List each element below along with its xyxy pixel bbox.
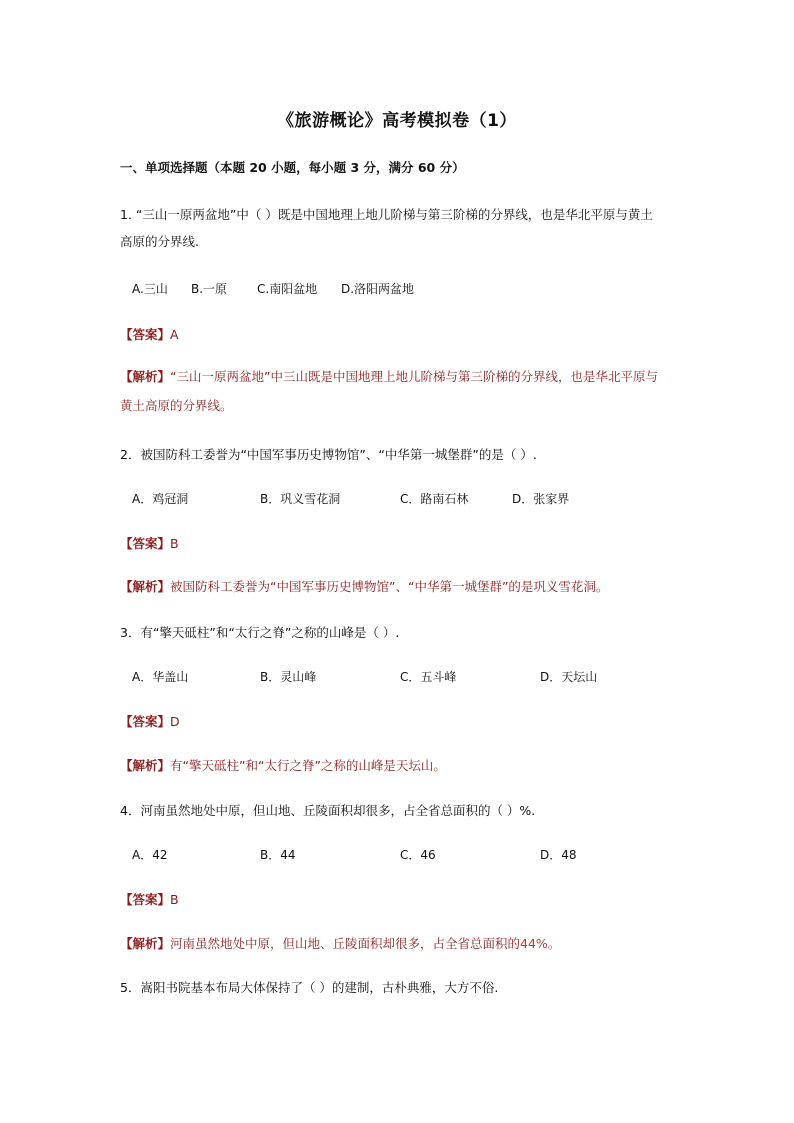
question-3-option-b[interactable]: B．灵山峰: [260, 670, 317, 684]
analysis-end: 。: [547, 936, 561, 951]
question-4-option-c[interactable]: C．46: [400, 848, 436, 862]
question-2-answer: [120, 534, 179, 552]
question-1-option-d[interactable]: D.洛阳两盆地: [341, 282, 415, 296]
question-4-option-b[interactable]: B．44: [260, 848, 296, 862]
analysis-text: 有“擎天砥柱”和“太行之脊”之称的山峰是天坛山。: [170, 758, 446, 773]
answer-label: 【答案】: [120, 327, 171, 342]
analysis-label: 【解析】: [120, 758, 171, 773]
question-3-option-a[interactable]: A．华盖山: [132, 670, 189, 684]
question-4-text: 4．河南虽然地处中原，但山地、丘陵面积却很多，占全省总面积的（ ）%.: [120, 803, 536, 818]
analysis-label: 【解析】: [120, 579, 171, 594]
question-1-text: 1. “三山一原两盆地”中（ ）既是中国地理上地儿阶梯与第三阶梯的分界线，也是华北平原与黄土高原的分界线.: [120, 207, 653, 249]
question-1-option-c[interactable]: C.南阳盆地: [257, 282, 318, 296]
question-1-option-b[interactable]: B.一原: [191, 282, 228, 296]
question-3-answer: [120, 712, 180, 730]
question-2-option-d[interactable]: D．张家界: [512, 492, 570, 506]
question-2-option-b[interactable]: B．巩义雪花洞: [260, 492, 341, 506]
question-3-analysis: [120, 751, 660, 780]
question-4-option-d[interactable]: D．48: [540, 848, 577, 862]
question-1-analysis: [120, 362, 660, 420]
question-2-text: 2．被国防科工委誉为“中国军事历史博物馆”、“中华第一城堡群”的是（ ）.: [120, 447, 537, 462]
answer-value: B: [170, 536, 179, 551]
question-2-option-c[interactable]: C．路南石林: [400, 492, 469, 506]
answer-label: 【答案】: [120, 892, 171, 907]
question-3-option-c[interactable]: C．五斗峰: [400, 670, 457, 684]
question-1-answer: [120, 325, 179, 343]
answer-label: 【答案】: [120, 536, 171, 551]
question-4-analysis: [120, 929, 660, 958]
analysis-text: 河南虽然地处中原，但山地、丘陵面积却很多，占全省总面积的: [170, 936, 521, 951]
answer-value: A: [170, 327, 179, 342]
question-1-option-a[interactable]: A.三山: [132, 282, 168, 296]
question-4-option-a[interactable]: A．42: [132, 848, 168, 862]
analysis-highlight-value: 44%: [520, 936, 548, 951]
page-title: 《旅游概论》高考模拟卷（1）: [277, 111, 517, 131]
question-2-option-a[interactable]: A．鸡冠洞: [132, 492, 189, 506]
question-4-answer: [120, 890, 179, 908]
question-5-text: 5．嵩阳书院基本布局大体保持了（ ）的建制，古朴典雅，大方不俗.: [120, 980, 499, 995]
analysis-text: “三山一原两盆地”中三山既是中国地理上地儿阶梯与第三阶梯的分界线，也是华北平原与黄土高原的分界线。: [120, 369, 658, 413]
analysis-text: 被国防科工委誉为“中国军事历史博物馆”、“中华第一城堡群”的是巩义雪花洞。: [170, 579, 609, 594]
section-heading: 一、单项选择题（本题 20 小题，每小题 3 分，满分 60 分）: [120, 160, 465, 175]
analysis-label: 【解析】: [120, 369, 171, 384]
answer-value: D: [170, 714, 180, 729]
answer-value: B: [170, 892, 179, 907]
question-2-analysis: [120, 572, 660, 601]
question-3-option-d[interactable]: D．天坛山: [540, 670, 598, 684]
answer-label: 【答案】: [120, 714, 171, 729]
question-3-text: 3．有“擎天砥柱”和“太行之脊”之称的山峰是（ ）.: [120, 625, 400, 640]
analysis-label: 【解析】: [120, 936, 171, 951]
